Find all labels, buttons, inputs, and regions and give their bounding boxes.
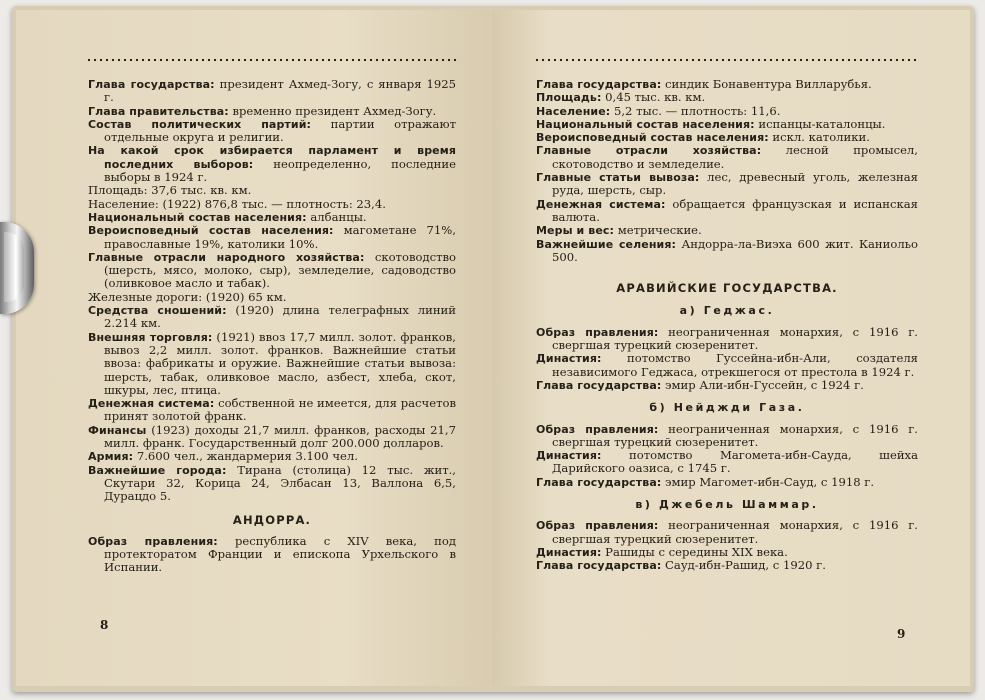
entry-label: Династия: [536,352,602,366]
dotted-rule [534,58,918,62]
info-entry [536,78,918,91]
entry-label: Глава государства: [536,475,662,489]
entry-text: синдик Бонавентура Вилларубья. [661,77,872,91]
entry-text: искл. католики. [768,130,870,145]
entry-text: временно президент Ахмед-Зогу. [228,103,437,118]
info-entry [88,144,456,184]
entry-text: испанцы-каталонцы. [754,116,886,131]
entry-text: потомство Магомета-ибн-Сауда, шейха Дарийского оазиса, с 1745 г. [552,448,918,476]
open-book [12,6,974,692]
info-entry [536,105,918,118]
info-entry [536,224,918,237]
page-number: 9 [897,627,906,641]
entry-label: Население: [536,104,611,118]
info-entry [88,424,456,451]
entry-text: албанцы. [306,209,367,224]
info-entry [536,131,918,144]
info-entry [536,118,918,131]
left-page [16,10,488,686]
entry-label: Важнейшие селения: [536,237,677,251]
info-entry [536,423,918,450]
entry-label: Средства сношений: [88,304,227,318]
info-entry [88,105,456,118]
info-entry [88,397,456,424]
entry-text: лесной промысел, скотоводство и земледелие. [552,143,918,171]
entry-label: Денежная система: [536,197,666,211]
entry-text: лес, древесный уголь, железная руда, шерсть, сыр. [552,170,918,198]
entry-label: Армия: [88,450,134,464]
subsection-title: б) Нейджди Газа. [649,401,805,415]
info-entry [536,91,918,104]
entry-label: Важнейшие города: [88,463,227,477]
entry-label: Глава государства: [536,78,662,91]
entry-text: скотоводство (шерсть, мясо, молоко, сыр), земледелие, садоводство (оливковое масло и табак). [104,249,457,291]
left-entry-list [88,78,456,504]
entry-text: неопределенно, последние выборы в 1924 г. [104,156,456,185]
section-title-arabian-states: АРАВИЙСКИЕ ГОСУДАРСТВА. [616,281,838,296]
entry-text: метрические. [614,223,702,238]
entry-label: Меры и вес: [536,224,615,238]
entry-label: Глава государства: [88,78,215,91]
left-page-content [88,78,456,575]
info-entry [88,535,456,575]
metal-ring-object [0,222,34,314]
entry-label: Национальный состав населения: [536,117,755,131]
entry-label: Вероисповедный состав населения: [88,224,334,238]
entry-text: обращается французская и испанская валюта. [552,196,918,224]
entry-text: эмир Магомет-ибн-Сауд, с 1918 г. [661,474,875,489]
subsection-title: в) Джебель Шаммар. [635,498,819,512]
info-entry [536,519,918,546]
info-entry [536,449,918,476]
entry-text: (1921) ввоз 17,7 милл. золот. франков, вывоз 2,2 милл. золот. франков. Важнейшие статьи ввоза: фабрикаты и оружие. Важнейшие статьи вывоза: шерсть, табак, оливковое масло, азбест, хлеба, скот, шкуры, лес, птица. [104,329,456,397]
info-entry [536,352,918,379]
info-entry [88,291,456,304]
subsection-entries [536,423,918,489]
section-title-andorra: АНДОРРА. [232,512,312,527]
info-entry [88,78,456,105]
entry-text: Площадь: 37,6 тыс. кв. км. [88,183,252,198]
page-number: 8 [100,618,109,632]
entry-text: (1923) доходы 21,7 милл. франков, расходы 21,7 милл. франк. Государственный долг 200.000 долларов. [104,422,456,451]
entry-text: Железные дороги: (1920) 65 км. [88,289,287,304]
info-entry [88,251,456,291]
entry-label: Династия: [536,449,602,463]
subsection-entries [536,519,918,572]
entry-text: Сауд-ибн-Рашид, с 1920 г. [661,558,826,573]
andorra-entry-list [88,535,456,575]
entry-text: Андорра-ла-Виэха 600 жит. Каниольо 500. [552,236,918,264]
entry-text: собственной не имеется, для расчетов принят золотой франк. [104,396,456,424]
info-entry [88,304,456,331]
entry-label: Глава государства: [536,559,662,573]
entry-text: неограниченная монархия, с 1916 г. свергшая турецкий сюзеренитет. [552,421,918,449]
dotted-rule [86,58,458,62]
entry-text: Население: (1922) 876,8 тыс. — плотность: 23,4. [88,196,386,211]
entry-label: Главные статьи вывоза: [536,171,700,185]
entry-text: президент Ахмед-Зогу, с января 1925 г. [104,77,456,105]
entry-text: 0,45 тыс. кв. км. [601,90,706,105]
info-entry [88,211,456,224]
entry-label: Состав политических партий: [88,117,312,131]
info-entry [536,238,918,265]
entry-label: Глава государства: [536,378,662,392]
entry-label: Вероисповедный состав населения: [536,131,769,145]
entry-text: партии отражают отдельные округа и религии. [104,116,456,145]
entry-label: Главные отрасли народного хозяйства: [88,250,365,264]
entry-label: Образ правления: [88,534,218,548]
entry-text: магометане 71%, православные 19%, католики 10%. [104,223,456,251]
info-entry [536,171,918,198]
entry-label: Денежная система: [88,397,215,411]
entry-text: неограниченная монархия, с 1916 г. свергшая турецкий сюзеренитет. [552,324,918,353]
entry-label: Глава правительства: [88,104,229,118]
info-entry [536,379,918,392]
entry-text: 7.600 чел., жандармерия 3.100 чел. [133,449,358,464]
entry-label: Национальный состав населения: [88,210,307,224]
arabian-subsection-list [536,304,918,572]
entry-label: Главные отрасли хозяйства: [536,144,762,158]
info-entry [88,118,456,145]
info-entry [536,326,918,353]
entry-label: Площадь: [536,91,602,105]
right-page-content [536,78,918,573]
entry-text: Рашиды с середины XIX века. [601,544,788,559]
entry-text: 5,2 тыс. — плотность: 11,6. [610,103,781,118]
info-entry [536,198,918,225]
entry-text: неограниченная монархия, с 1916 г. свергшая турецкий сюзеренитет. [552,518,918,546]
entry-label: На какой срок избирается парламент и время последних выборов: [88,144,456,171]
right-page [492,10,970,686]
entry-label: Образ правления: [536,519,659,533]
subsection-entries [536,326,918,392]
info-entry [536,144,918,171]
entry-text: потомство Гуссейна-ибн-Али, создателя независимого Геджаса, отрекшегося от престола в 1924 г. [552,351,918,379]
info-entry [88,224,456,251]
info-entry [88,450,456,463]
info-entry [88,464,456,504]
entry-label: Внешняя торговля: [88,330,213,344]
entry-text: эмир Али-ибн-Гуссейн, с 1924 г. [661,377,864,392]
info-entry [88,331,456,397]
entry-text: республика с XIV века, под протекторатом Франции и епископа Урхельского в Испании. [104,533,457,575]
entry-text: (1920) длина телеграфных линий 2.214 км. [104,303,457,331]
info-entry [536,559,918,572]
entry-label: Образ правления: [536,422,659,436]
entry-text: Тирана (столица) 12 тыс. жит., Скутари 32, Корица 24, Элбасан 13, Валлона 6,5, Дурацдо 5. [104,462,456,504]
subsection-title: а) Геджас. [679,304,775,318]
info-entry [536,476,918,489]
entry-label: Финансы [88,423,147,437]
info-entry [88,198,456,211]
info-entry [536,546,918,559]
info-entry [88,184,456,197]
entry-label: Династия: [536,545,602,559]
right-entry-list [536,78,918,264]
entry-label: Образ правления: [536,325,659,339]
